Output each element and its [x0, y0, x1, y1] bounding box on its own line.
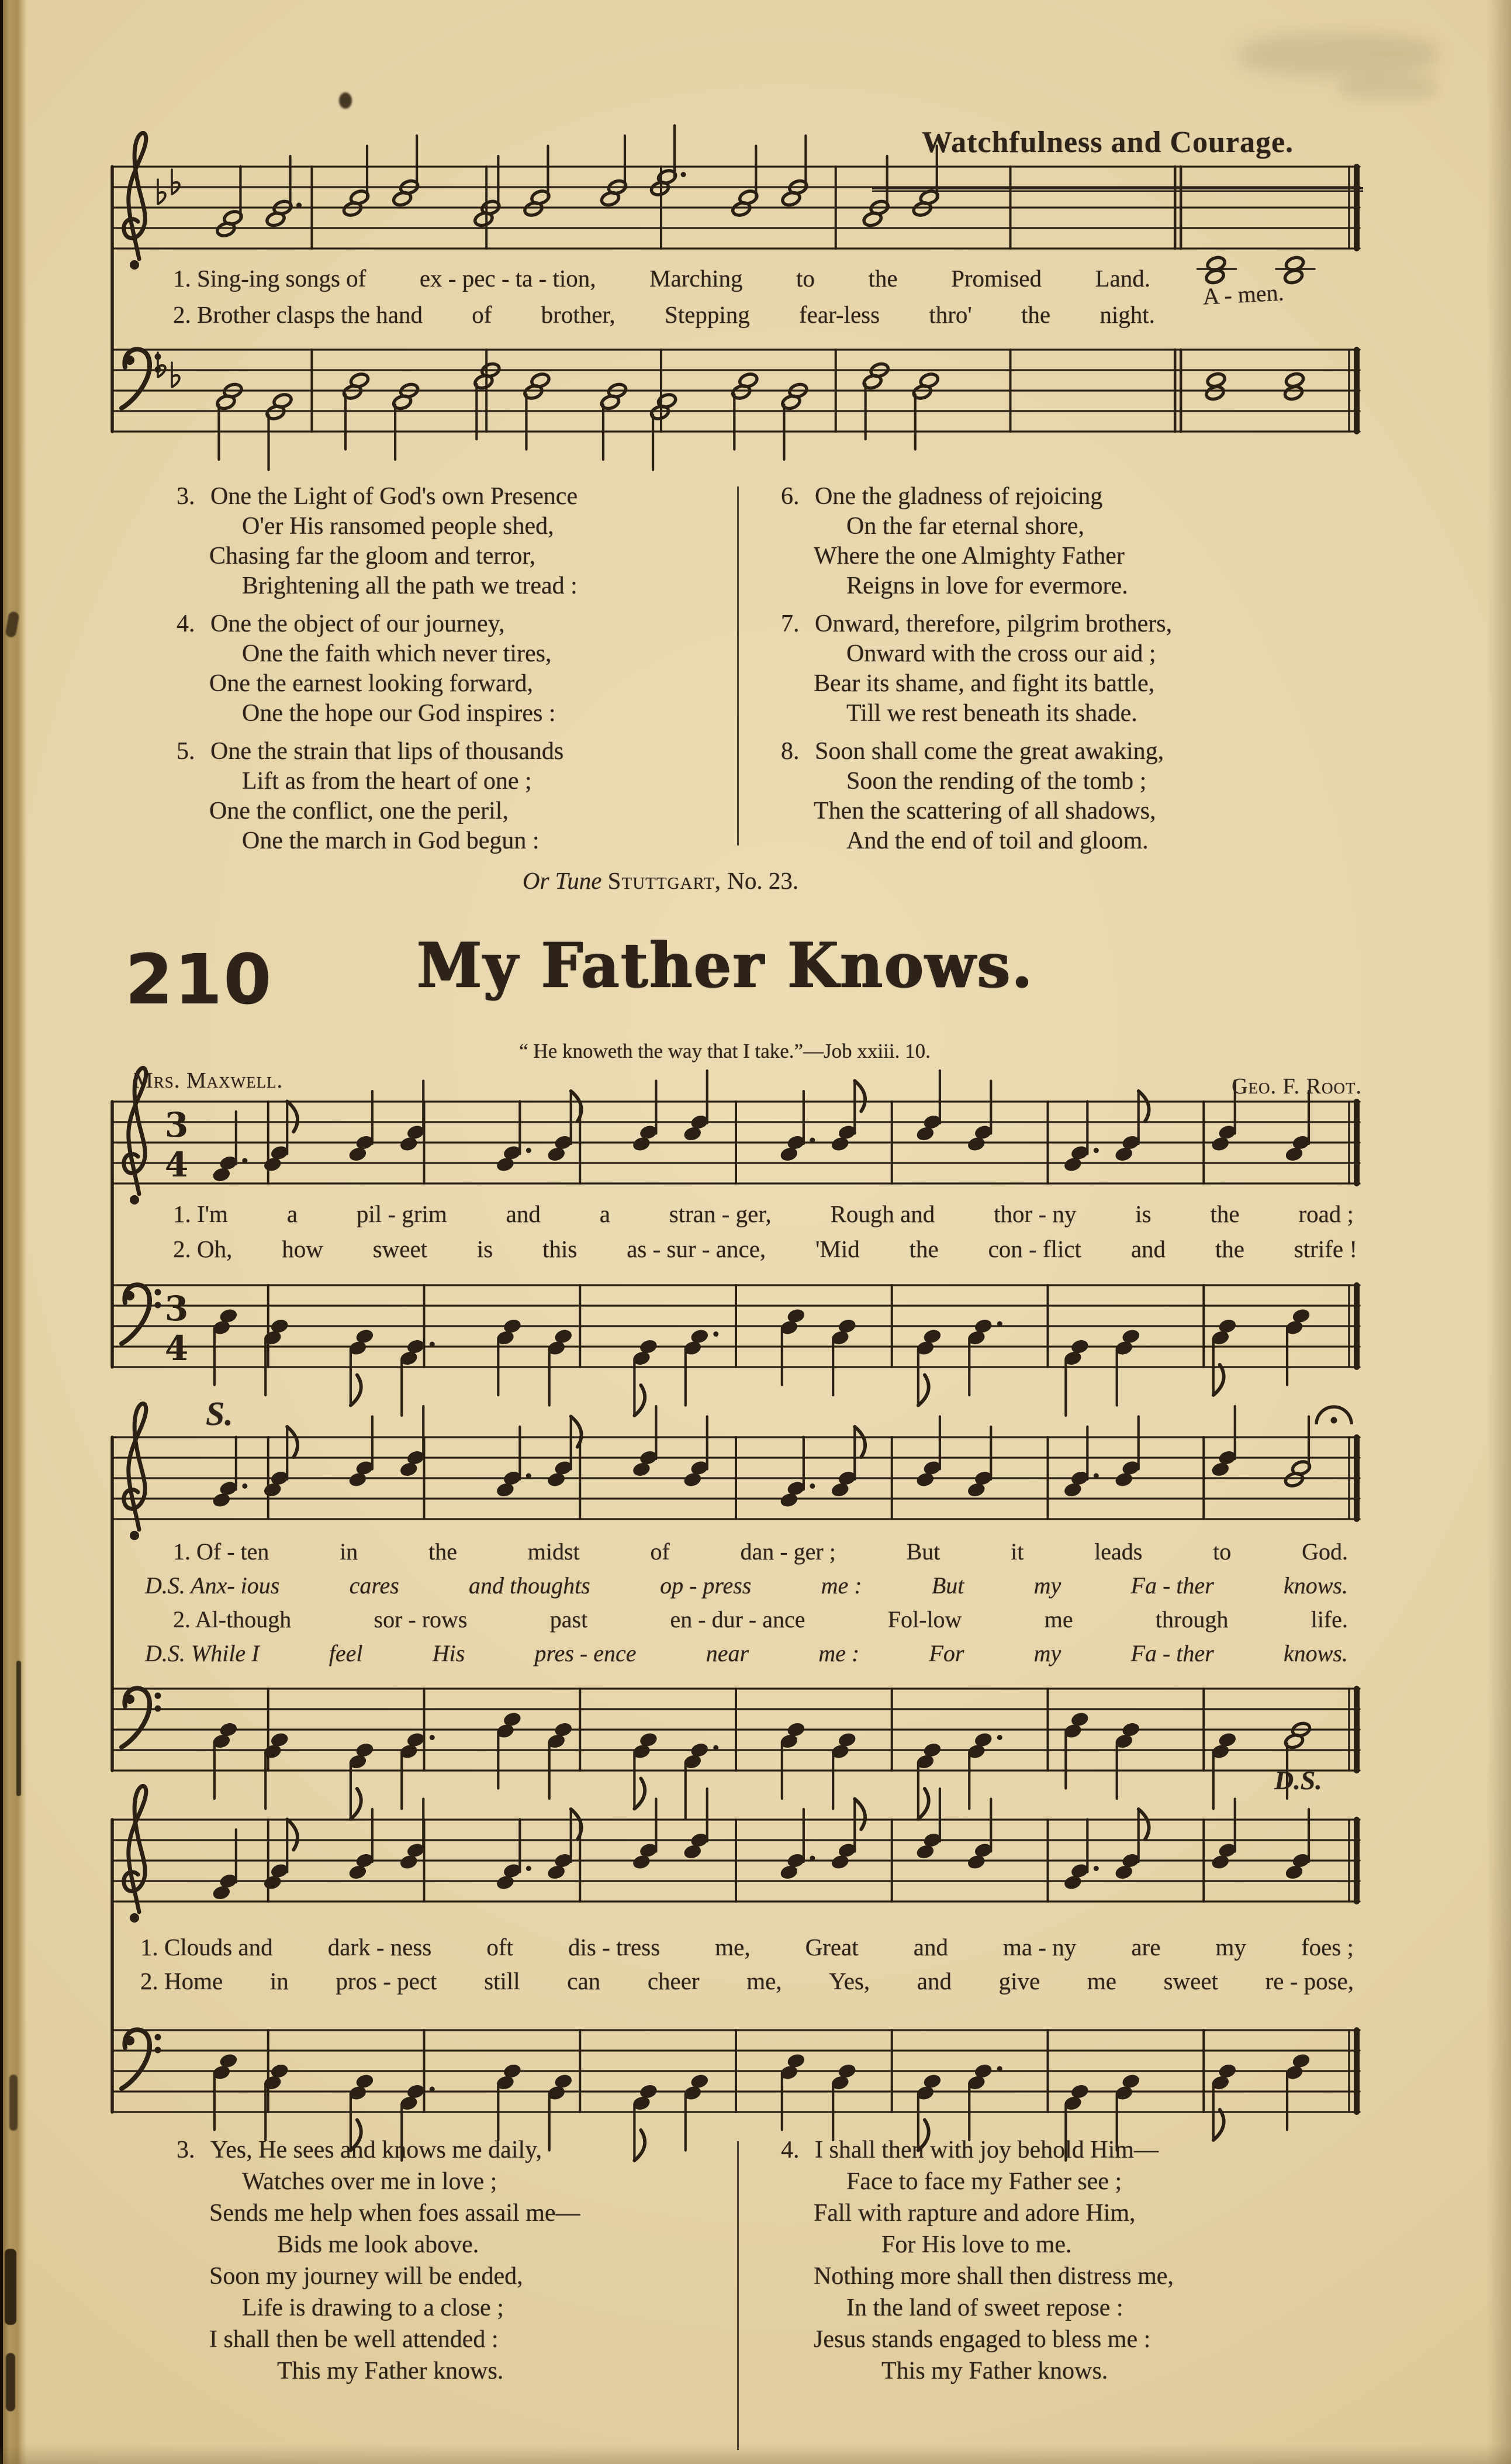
lyric-token: can: [567, 1968, 601, 1994]
lyric-token: it: [1011, 1538, 1024, 1565]
lyric-token: D.S. While I: [145, 1640, 260, 1666]
verse-line: 3. One the Light of God's own Presence: [173, 482, 743, 512]
segno-mark: S.: [206, 1395, 233, 1433]
lyric-token: Stepping: [664, 301, 750, 328]
gutter-mark: [6, 2353, 15, 2411]
lyric-token: thor - ny: [994, 1200, 1077, 1227]
lyric-token: thro': [929, 301, 972, 328]
lyric-token: me,: [746, 1968, 782, 1994]
hymn-number: 210: [125, 939, 273, 1020]
verse-line: 6. One the gladness of rejoicing: [777, 482, 1347, 512]
chorus-lyric-line-1: [173, 1538, 1348, 1565]
verse: [777, 609, 1347, 729]
verse: [173, 482, 743, 601]
lyric-token: His: [432, 1640, 465, 1666]
lyric-token: Fa - ther: [1130, 1572, 1214, 1599]
scripture-quote: “ He knoweth the way that I take.”—Job xxiii. 10.: [519, 1040, 931, 1062]
lyric-token: Fa - ther: [1130, 1640, 1214, 1666]
lyric-token: dark - ness: [327, 1934, 432, 1961]
lyric-token: sor - rows: [374, 1606, 468, 1633]
lyric-token: sweet: [372, 1236, 428, 1262]
lyric-token: D.S. Anx- ious: [145, 1572, 280, 1599]
lyric-token: cheer: [647, 1968, 700, 1994]
verse-line: In the land of sweet repose :: [846, 2294, 1123, 2321]
lyric-token: the: [428, 1538, 457, 1565]
page-edge-right: [1486, 0, 1511, 2464]
lyric-token: me :: [821, 1572, 862, 1599]
verse: [777, 482, 1347, 601]
verse-line: This my Father knows.: [277, 2358, 504, 2384]
lyric-token: is: [476, 1236, 493, 1262]
lyric-token: con - flict: [988, 1236, 1081, 1262]
verse-line: On the far eternal shore,: [846, 513, 1084, 540]
lyric-token: Fol-low: [887, 1606, 962, 1633]
lyric-token: leads: [1094, 1538, 1143, 1565]
verse-line: One the conflict, one the peril,: [209, 798, 509, 824]
alternate-tune-line: [193, 867, 1128, 895]
top-verses-right-column: [777, 482, 1347, 864]
verse-line: O'er His ransomed people shed,: [242, 513, 554, 540]
lyric-token: 'Mid: [815, 1236, 860, 1262]
lyric-token: 1. I'm: [173, 1200, 228, 1227]
lyric-token: pres - ence: [534, 1640, 637, 1666]
verse-number: 4.: [781, 2137, 800, 2163]
lyric-token: pros - pect: [336, 1968, 437, 1994]
lyric-token: near: [706, 1640, 749, 1666]
lyric-token: Promised: [951, 265, 1042, 292]
verse-number: 3.: [177, 2137, 195, 2163]
hymn-lyric-line-1: [173, 1200, 1354, 1228]
lyric-token: the: [1215, 1236, 1244, 1262]
verse-line: Soon the rending of the tomb ;: [846, 768, 1147, 795]
lyric-token: me: [1087, 1968, 1116, 1994]
verse-line: Life is drawing to a close ;: [242, 2294, 504, 2321]
verse-line: Bear its shame, and fight its battle,: [814, 670, 1155, 697]
tune-number: No. 23.: [727, 867, 799, 894]
lyric-token: 2. Oh,: [173, 1236, 233, 1262]
verse-line: Bids me look above.: [277, 2231, 479, 2258]
page-edge-bottom: [0, 2444, 1511, 2464]
chorus-lyric-line-3: [173, 1606, 1348, 1633]
lyric-token: the: [868, 265, 898, 292]
section-title-rule: [872, 187, 1363, 192]
lyric-token: pil - grim: [356, 1200, 447, 1227]
final-lyric-line-2: [140, 1967, 1354, 1995]
lyric-token: and: [506, 1200, 541, 1227]
verse-line: 3. Yes, He sees and knows me daily,: [173, 2134, 743, 2166]
lyric-token: 2. Al-though: [173, 1606, 292, 1633]
svg-text:4: 4: [164, 1145, 189, 1185]
lyric-token: strife !: [1294, 1236, 1357, 1262]
lyric-token: cares: [349, 1572, 399, 1599]
verse-line: This my Father knows.: [881, 2358, 1108, 2384]
lyric-token: the: [1021, 301, 1051, 328]
lyric-token: midst: [527, 1538, 580, 1565]
verse-column-divider: [737, 2141, 739, 2450]
lyric-token: 2. Brother clasps the hand: [173, 301, 423, 328]
lyric-token: this: [542, 1236, 578, 1262]
verse-line: Nothing more shall then distress me,: [814, 2263, 1174, 2290]
lyric-token: 2. Home: [140, 1968, 223, 1994]
lyric-token: my: [1033, 1640, 1061, 1666]
svg-text:4: 4: [164, 1328, 189, 1368]
lyric-token: en - dur - ance: [670, 1606, 805, 1633]
lyric-token: to: [796, 265, 815, 292]
verse-column-divider: [737, 486, 739, 846]
verse-line: Reigns in love for evermore.: [846, 572, 1128, 599]
lyric-token: feel: [329, 1640, 363, 1666]
bottom-verses-left-column: [173, 2134, 743, 2395]
lyric-token: a: [599, 1200, 610, 1227]
tune-name: Stuttgart,: [607, 867, 722, 894]
verse-line: Face to face my Father see ;: [846, 2168, 1122, 2195]
verse-line: 4. I shall then with joy behold Him—: [777, 2134, 1347, 2166]
lyric-token: op - press: [660, 1572, 752, 1599]
verse-line: One the hope our God inspires :: [242, 700, 556, 727]
lyric-token: and thoughts: [469, 1572, 590, 1599]
lyric-token: Marching: [649, 265, 743, 292]
lyric-token: 1. Of - ten: [173, 1538, 269, 1565]
lyric-token: is: [1135, 1200, 1152, 1227]
verse: [173, 2134, 743, 2387]
lyric-token: are: [1131, 1934, 1161, 1961]
chorus-lyric-line-4-ds: [145, 1640, 1348, 1667]
top-hymn-lyric-line-1: [173, 264, 1150, 292]
lyric-token: me,: [715, 1934, 751, 1961]
verse-line: Fall with rapture and adore Him,: [814, 2200, 1136, 2227]
dal-segno-mark: D.S.: [1274, 1765, 1322, 1795]
lyric-token: me: [1044, 1606, 1073, 1633]
verse: [777, 2134, 1347, 2387]
verse-number: 3.: [177, 483, 195, 510]
lyric-token: brother,: [541, 301, 616, 328]
verse-line: Then the scattering of all shadows,: [814, 798, 1156, 824]
verse: [777, 737, 1347, 856]
gutter-mark: [9, 2075, 18, 2131]
lyric-token: still: [484, 1968, 520, 1994]
lyric-token: in: [340, 1538, 358, 1565]
lyric-token: Land.: [1095, 265, 1150, 292]
lyric-token: in: [269, 1968, 289, 1994]
lyric-token: God.: [1302, 1538, 1348, 1565]
lyric-token: the: [909, 1236, 939, 1262]
lyric-token: night.: [1099, 301, 1155, 328]
verse-line: 4. One the object of our journey,: [173, 609, 743, 639]
hymn-composer: Geo. F. Root.: [1232, 1074, 1362, 1099]
svg-text:3: 3: [164, 1105, 189, 1145]
verse-number: 6.: [781, 483, 800, 510]
verse-line: Chasing far the gloom and terror,: [209, 543, 536, 570]
section-title: Watchfulness and Courage.: [921, 126, 1294, 159]
hymn-title: My Father Knows.: [416, 929, 1033, 1002]
lyric-token: and: [913, 1934, 948, 1961]
lyric-token: of: [472, 301, 492, 328]
lyric-token: and: [1130, 1236, 1166, 1262]
verse: [173, 609, 743, 729]
verse-number: 8.: [781, 738, 800, 765]
lyric-token: how: [282, 1236, 323, 1262]
verse-line: One the march in God begun :: [242, 827, 540, 854]
hymn-lyric-line-2: [173, 1235, 1357, 1263]
verse-line: Jesus stands engaged to bless me :: [814, 2326, 1151, 2353]
verse-number: 7.: [781, 610, 800, 637]
lyric-token: 1. Clouds and: [140, 1934, 273, 1961]
ink-bleedthrough-smudge: [1239, 34, 1438, 76]
lyric-token: foes ;: [1301, 1934, 1354, 1961]
lyric-token: For: [929, 1640, 964, 1666]
verse-line: And the end of toil and gloom.: [846, 827, 1149, 854]
chorus-lyric-line-2-ds: [145, 1572, 1348, 1599]
lyric-token: But: [931, 1572, 964, 1599]
lyric-token: through: [1155, 1606, 1229, 1633]
lyric-token: my: [1033, 1572, 1061, 1599]
ink-bleedthrough-smudge: [1339, 75, 1438, 101]
lyric-token: fear-less: [799, 301, 880, 328]
amen-text: A - men.: [1202, 279, 1285, 310]
verse-line: Soon my journey will be ended,: [209, 2263, 523, 2290]
hymn-author: Mrs. Maxwell.: [133, 1068, 283, 1093]
lyric-token: oft: [486, 1934, 513, 1961]
lyric-token: ex - pec - ta - tion,: [419, 265, 596, 292]
lyric-token: Rough and: [830, 1200, 935, 1227]
verse-line: Watches over me in love ;: [242, 2168, 497, 2195]
lyric-token: sweet: [1163, 1968, 1218, 1994]
lyric-token: ma - ny: [1003, 1934, 1077, 1961]
verse-line: I shall then be well attended :: [209, 2326, 499, 2353]
lyric-token: knows.: [1283, 1640, 1348, 1666]
lyric-token: dis - tress: [568, 1934, 661, 1961]
gutter-mark: [5, 2249, 16, 2325]
lyric-token: dan - ger ;: [740, 1538, 836, 1565]
verse-line: Lift as from the heart of one ;: [242, 768, 532, 795]
lyric-token: Yes,: [829, 1968, 870, 1994]
lyric-token: give: [998, 1968, 1040, 1994]
verse-line: For His love to me.: [881, 2231, 1072, 2258]
tune-prefix: Or Tune: [522, 867, 602, 894]
lyric-token: Great: [805, 1934, 859, 1961]
lyric-token: to: [1213, 1538, 1232, 1565]
lyric-token: past: [549, 1606, 588, 1633]
verse-line: Onward with the cross our aid ;: [846, 640, 1156, 667]
lyric-token: the: [1210, 1200, 1240, 1227]
final-lyric-line-1: [140, 1933, 1354, 1961]
lyric-token: re - pose,: [1265, 1968, 1354, 1994]
verse-line: Brightening all the path we tread :: [242, 572, 578, 599]
lyric-token: stran - ger,: [669, 1200, 772, 1227]
lyric-token: me :: [818, 1640, 860, 1666]
verse-line: Where the one Almighty Father: [814, 543, 1125, 570]
verse-line: Sends me help when foes assail me—: [209, 2200, 580, 2227]
top-hymn-lyric-line-2: [173, 301, 1155, 329]
lyric-token: But: [906, 1538, 941, 1565]
top-verses-left-column: [173, 482, 743, 864]
verse-line: One the earnest looking forward,: [209, 670, 533, 697]
verse-line: 7. Onward, therefore, pilgrim brothers,: [777, 609, 1347, 639]
gutter-mark: [16, 1661, 21, 1796]
verse: [173, 737, 743, 856]
verse-line: 8. Soon shall come the great awaking,: [777, 737, 1347, 767]
lyric-token: as - sur - ance,: [627, 1236, 766, 1262]
verse-line: One the faith which never tires,: [242, 640, 552, 667]
verse-line: Till we rest beneath its shade.: [846, 700, 1137, 727]
lyric-token: a: [286, 1200, 298, 1227]
lyric-token: knows.: [1283, 1572, 1348, 1599]
lyric-token: my: [1215, 1934, 1246, 1961]
svg-text:3: 3: [164, 1289, 189, 1328]
bottom-verses-right-column: [777, 2134, 1347, 2395]
verse-number: 4.: [177, 610, 195, 637]
lyric-token: life.: [1311, 1606, 1348, 1633]
verse-number: 5.: [177, 738, 195, 765]
ink-blot: [339, 92, 352, 109]
lyric-token: 1. Sing-ing songs of: [173, 265, 366, 292]
verse-line: 5. One the strain that lips of thousands: [173, 737, 743, 767]
lyric-token: road ;: [1298, 1200, 1354, 1227]
lyric-token: of: [650, 1538, 670, 1565]
lyric-token: and: [917, 1968, 952, 1994]
